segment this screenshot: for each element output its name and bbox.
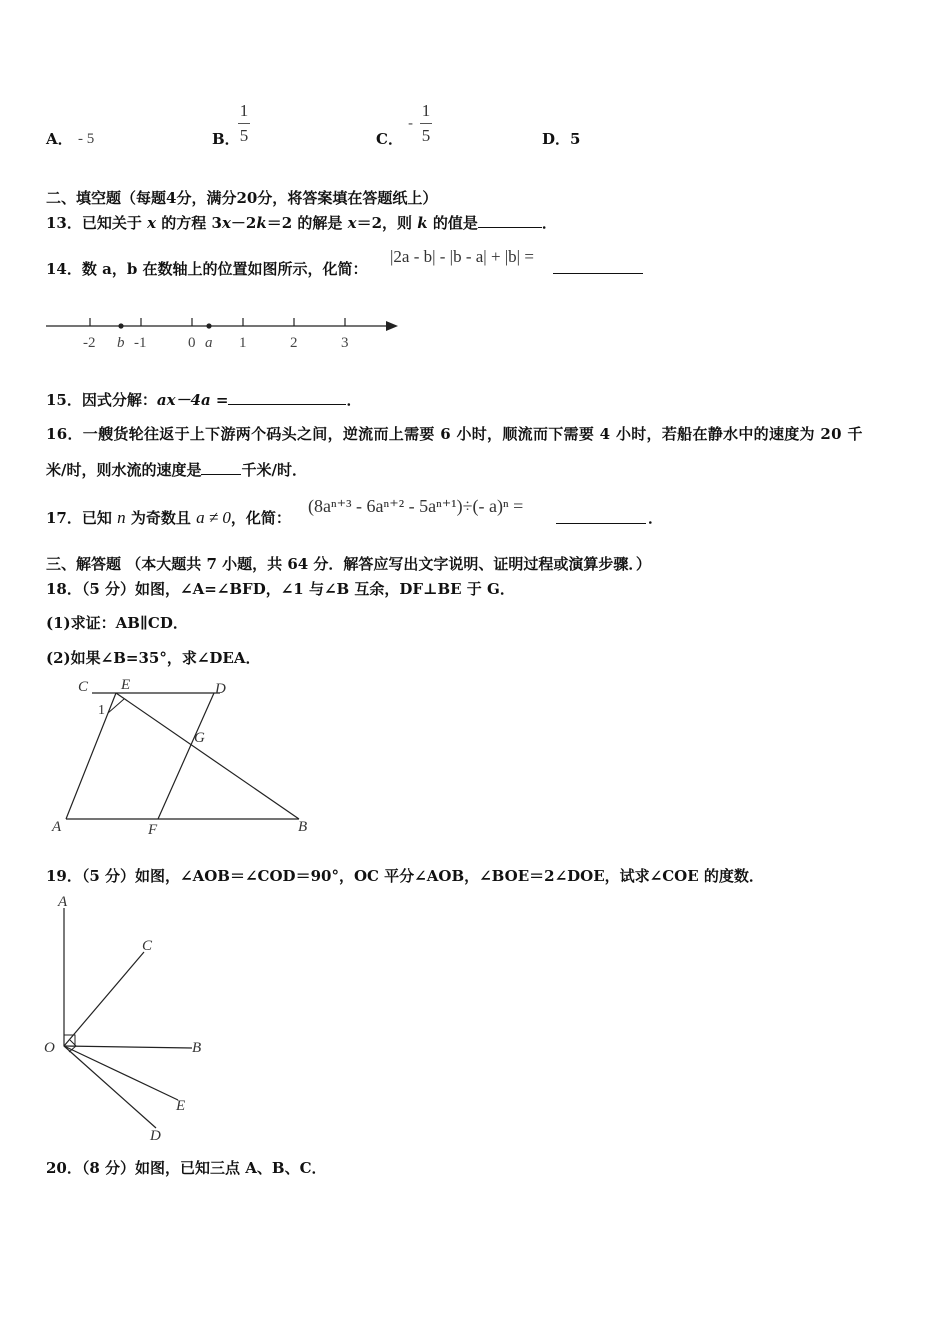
q13-var-k: k [256, 214, 267, 232]
q13-end: ． [541, 214, 557, 232]
number-line-tick-label: -1 [134, 335, 147, 351]
question-15 [46, 389, 362, 410]
label-a: A [52, 819, 62, 835]
q17-text-pre: 17．已知 [46, 509, 118, 527]
question-16-line2 [46, 459, 307, 480]
q16-line2-pre: 米/时，则水流的速度是 [46, 461, 202, 479]
number-line-tick-label: 3 [341, 335, 349, 351]
q13-var-x: x [147, 214, 157, 232]
option-b-den: 5 [239, 126, 249, 145]
label-c: C [78, 679, 89, 695]
number-line-tick-label: 2 [290, 335, 298, 351]
q13-eq2: ＝2，则 [356, 214, 418, 232]
question-16-line1: 16．一艘货轮往返于上下游两个码头之间，逆流而上需要 6 小时，顺流而下需要 4 小时，若船在静水中的速度为 20 千 [46, 425, 863, 443]
option-d: D．5 [542, 130, 581, 148]
q13-var-x: x [347, 214, 357, 232]
label-angle-1: 1 [98, 703, 105, 718]
ray-oc [64, 952, 144, 1046]
q14-answer-blank[interactable] [553, 258, 643, 274]
option-c-fraction [420, 101, 432, 146]
question-19-stem: 19．（5 分）如图，∠AOB＝∠COD＝90°，OC 平分∠AOB，∠BOE＝2∠DOE，试求∠COE 的度数． [46, 867, 764, 885]
segment-ae [66, 693, 116, 819]
q17-expression: (8aⁿ⁺³ - 6aⁿ⁺² - 5aⁿ⁺¹)÷(- a)ⁿ = [308, 496, 524, 516]
question-14: 14．数 a，b 在数轴上的位置如图所示，化简： [46, 260, 368, 278]
question-18-stem: 18．（5 分）如图，∠A=∠BFD，∠1 与∠B 互余，DF⊥BE 于 G． [46, 580, 515, 598]
option-c-label: C． [376, 130, 403, 148]
point-a-label: a [205, 335, 213, 351]
q17-text-mid: 为奇数且 [125, 509, 197, 527]
option-a-value: - 5 [78, 131, 95, 147]
label-b: B [192, 1040, 202, 1056]
question-18-part2: (2)如果∠B=35°，求∠DEA． [46, 649, 261, 667]
q15-end: ． [346, 391, 362, 409]
label-f: F [148, 822, 158, 838]
option-c-sign: - [408, 114, 414, 132]
label-a: A [58, 894, 68, 910]
q15-text: 15．因式分解： [46, 391, 157, 409]
question-20-stem: 20．（8 分）如图，已知三点 A、B、C． [46, 1159, 327, 1177]
option-a-label: A． [46, 130, 73, 148]
section-2-title: 二、填空题（每题4分，满分20分，将答案填在答题纸上） [46, 189, 438, 207]
q16-line2-post: 千米/时． [241, 461, 307, 479]
q13-var-x: x [221, 214, 231, 232]
label-c: C [142, 938, 153, 954]
label-e: E [176, 1098, 186, 1114]
fraction-bar [420, 123, 432, 124]
q18-figure [44, 676, 324, 838]
question-18-part1: (1)求证：AB∥CD． [46, 614, 188, 632]
q14-expression: |2a - b| - |b - a| + |b| = [390, 247, 534, 266]
q13-text-pre: 13．已知关于 [46, 214, 148, 232]
option-c-num: 1 [421, 101, 431, 120]
ray-ob [64, 1046, 192, 1048]
q13-answer-blank[interactable] [478, 213, 542, 228]
q15-answer-blank[interactable] [228, 390, 346, 405]
question-17 [46, 507, 291, 528]
q15-expression: ax－4a = [156, 391, 229, 409]
label-d: D [150, 1128, 161, 1144]
label-o: O [44, 1040, 55, 1056]
option-b-fraction [238, 101, 250, 146]
fraction-bar [238, 123, 250, 124]
number-line-arrow [386, 321, 398, 331]
question-13 [46, 212, 557, 233]
q13-minus: －2 [230, 214, 257, 232]
q19-figure [40, 892, 220, 1144]
q17-condition: a ≠ 0 [196, 508, 231, 527]
label-e: E [121, 677, 131, 693]
q16-answer-blank[interactable] [201, 460, 241, 475]
label-b: B [298, 819, 308, 835]
label-g: G [194, 730, 205, 746]
number-line-tick-label: -2 [83, 335, 96, 351]
number-line-tick-label: 1 [239, 335, 247, 351]
option-b-num: 1 [239, 101, 249, 120]
label-d: D [215, 681, 226, 697]
section-3-title: 三、解答题 （本大题共 7 小题，共 64 分．解答应写出文字说明、证明过程或演算步骤．） [46, 555, 651, 573]
option-b-label: B． [212, 130, 240, 148]
q17-end: ． [648, 509, 664, 527]
number-line [40, 310, 410, 358]
ray-od [64, 1046, 156, 1128]
number-line-tick-label: 0 [188, 335, 196, 351]
segment-eb [116, 693, 299, 819]
q13-var-k: k [417, 214, 428, 232]
option-c-den: 5 [421, 126, 431, 145]
q13-text-post: 的值是 [427, 214, 478, 232]
segment-fd [158, 693, 214, 819]
q17-text-post: ，化简： [230, 509, 291, 527]
ray-oe [64, 1046, 178, 1100]
q13-eq: ＝2 的解是 [266, 214, 348, 232]
q13-text-mid: 的方程 3 [156, 214, 222, 232]
point-a-dot [206, 323, 211, 328]
point-b-label: b [117, 335, 125, 351]
point-b-dot [118, 323, 123, 328]
q17-var-n: n [117, 508, 126, 527]
q17-answer-blank[interactable] [556, 508, 646, 524]
